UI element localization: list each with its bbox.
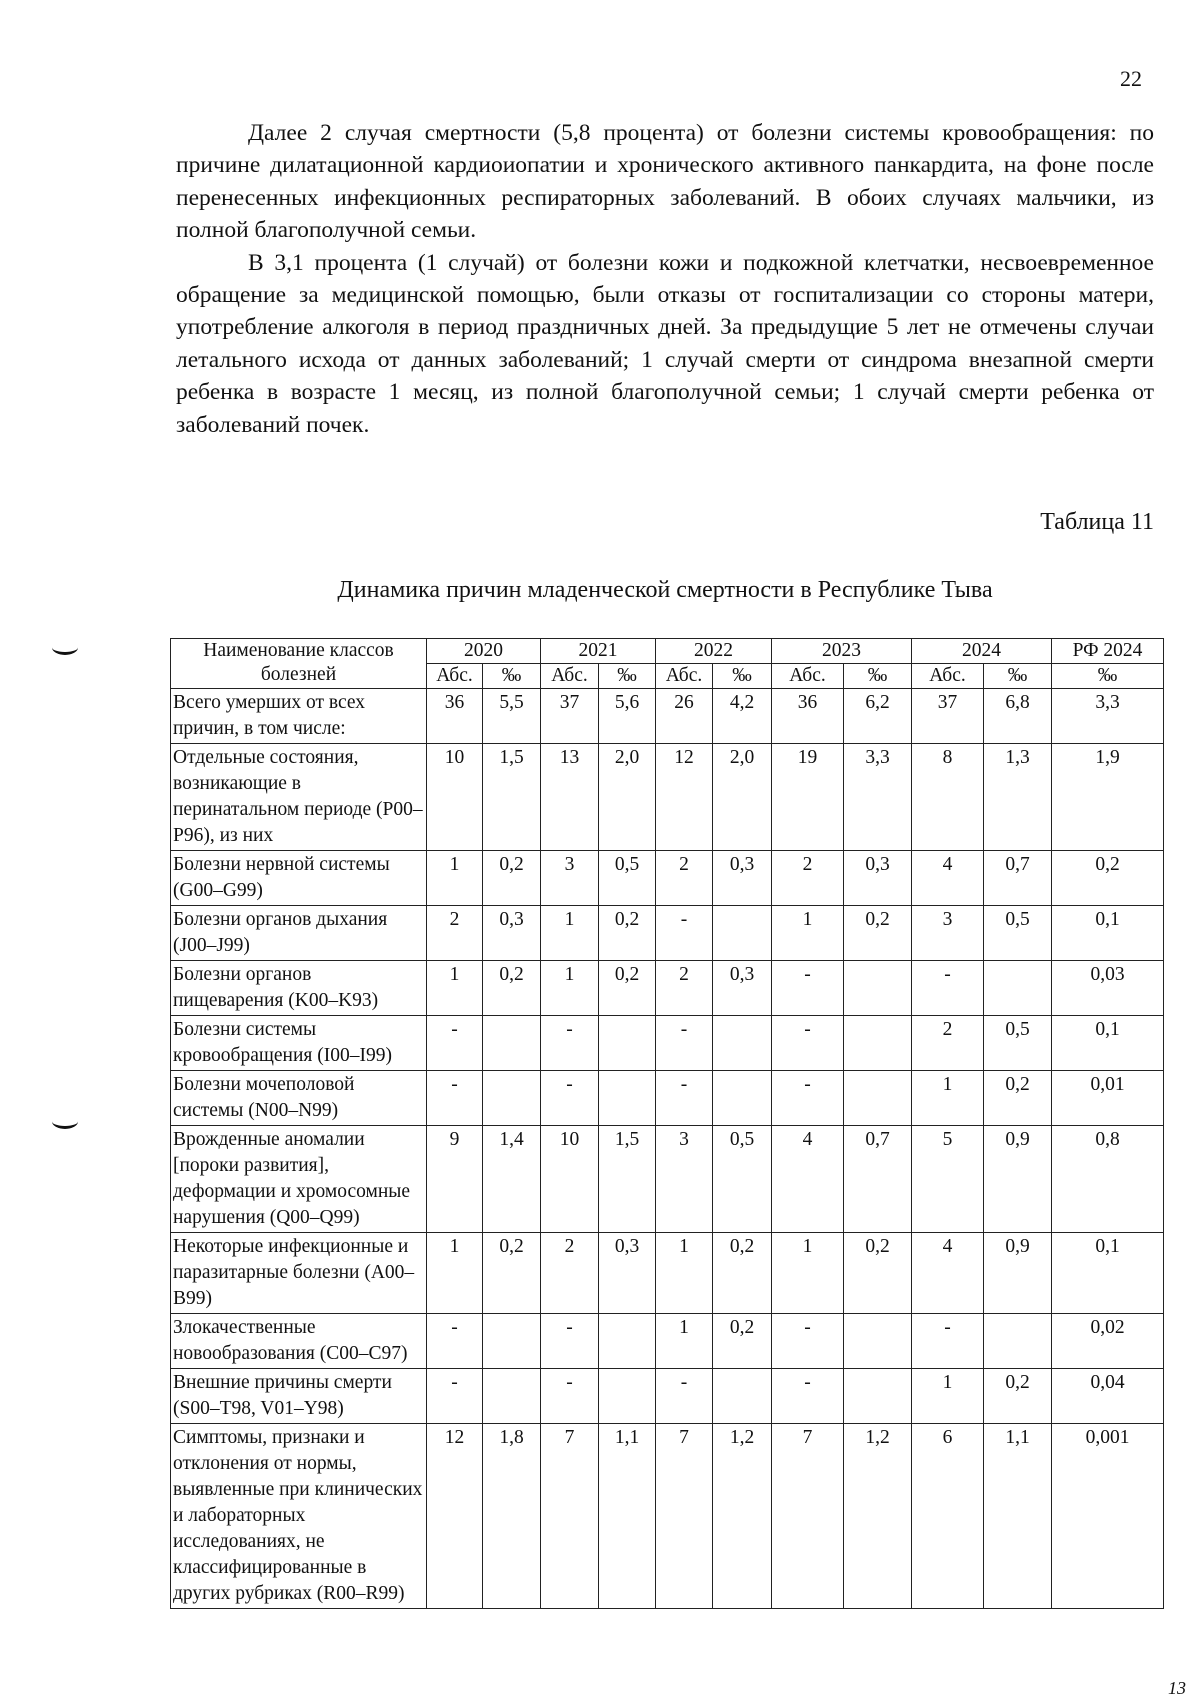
value-cell: 0,1 <box>1052 1016 1164 1071</box>
value-cell: 7 <box>772 1424 844 1609</box>
value-cell: 1 <box>427 851 483 906</box>
table-row <box>171 1071 1164 1126</box>
value-cell: - <box>772 1071 844 1126</box>
value-cell: 1,2 <box>844 1424 912 1609</box>
value-cell: - <box>912 1314 984 1369</box>
table-row <box>171 689 1164 744</box>
value-cell: 1,5 <box>599 1126 656 1233</box>
value-cell: 0,9 <box>984 1126 1052 1233</box>
value-cell <box>844 1016 912 1071</box>
disease-class-cell: Злокачественные новообразования (C00–C97) <box>171 1314 427 1369</box>
value-cell: 1,1 <box>599 1424 656 1609</box>
value-cell: 26 <box>656 689 713 744</box>
value-cell <box>483 1071 541 1126</box>
value-cell: 0,2 <box>599 906 656 961</box>
value-cell: 0,5 <box>713 1126 772 1233</box>
value-cell: - <box>656 1369 713 1424</box>
value-cell: 0,3 <box>844 851 912 906</box>
value-cell: 7 <box>656 1424 713 1609</box>
value-cell: 1,1 <box>984 1424 1052 1609</box>
value-cell: 5 <box>912 1126 984 1233</box>
value-cell: 1 <box>772 1233 844 1314</box>
value-cell: 0,2 <box>844 1233 912 1314</box>
value-cell: - <box>772 1314 844 1369</box>
value-cell <box>984 1314 1052 1369</box>
year-header: 2024 <box>912 639 1052 664</box>
disease-class-cell: Отдельные состояния, возникающие в перинатальном периоде (P00–P96), из них <box>171 744 427 851</box>
value-cell: 0,01 <box>1052 1071 1164 1126</box>
abs-header: Абс. <box>427 664 483 689</box>
permille-header: ‰ <box>599 664 656 689</box>
table-row <box>171 1424 1164 1609</box>
table-row <box>171 906 1164 961</box>
value-cell: - <box>541 1369 599 1424</box>
value-cell: 0,5 <box>984 1016 1052 1071</box>
table-label: Таблица 11 <box>1040 509 1154 535</box>
value-cell: 6,2 <box>844 689 912 744</box>
value-cell: 19 <box>772 744 844 851</box>
value-cell: 12 <box>427 1424 483 1609</box>
permille-header: ‰ <box>1052 664 1164 689</box>
corner-note: 13 <box>1168 1678 1186 1698</box>
value-cell: 3,3 <box>844 744 912 851</box>
value-cell: 2,0 <box>599 744 656 851</box>
value-cell: 37 <box>541 689 599 744</box>
value-cell: - <box>656 906 713 961</box>
value-cell: - <box>427 1369 483 1424</box>
value-cell: 1 <box>912 1369 984 1424</box>
abs-header: Абс. <box>656 664 713 689</box>
table-row <box>171 851 1164 906</box>
disease-class-cell: Болезни нервной системы (G00–G99) <box>171 851 427 906</box>
table-header-row <box>171 639 1164 664</box>
value-cell: 3 <box>656 1126 713 1233</box>
value-cell: 10 <box>427 744 483 851</box>
value-cell: 0,7 <box>844 1126 912 1233</box>
value-cell: 0,5 <box>599 851 656 906</box>
value-cell: 2 <box>772 851 844 906</box>
value-cell: 1,8 <box>483 1424 541 1609</box>
value-cell: 5,6 <box>599 689 656 744</box>
value-cell <box>599 1016 656 1071</box>
value-cell <box>483 1369 541 1424</box>
mortality-table <box>170 638 1164 1609</box>
disease-class-cell: Симптомы, признаки и отклонения от нормы, выявленные при клинических и лабораторных исследованиях, не классифицированные в других рубриках (R00–R99) <box>171 1424 427 1609</box>
value-cell: - <box>541 1071 599 1126</box>
value-cell <box>483 1314 541 1369</box>
value-cell: 0,7 <box>984 851 1052 906</box>
value-cell: 1 <box>541 961 599 1016</box>
margin-mark-icon <box>52 1114 78 1129</box>
disease-class-cell: Болезни органов пищеварения (K00–K93) <box>171 961 427 1016</box>
value-cell: 2 <box>656 961 713 1016</box>
permille-header: ‰ <box>483 664 541 689</box>
value-cell: - <box>427 1314 483 1369</box>
value-cell: 6 <box>912 1424 984 1609</box>
paragraph: В 3,1 процента (1 случай) от болезни кожи и подкожной клетчатки, несвоевременное обращение за медицинской помощью, были отказы от госпитализации со стороны матери, употребление алкоголя в период праздничных дней. За предыдущие 5 лет не отмечены случаи летального исхода от данных заболеваний; 1 случай смерти от синдрома внезапной смерти ребенка в возрасте 1 месяц, из полной благополучной семьи; 1 случай смерти ребенка от заболеваний почек. <box>176 249 1154 438</box>
value-cell: 0,02 <box>1052 1314 1164 1369</box>
value-cell: 4 <box>912 1233 984 1314</box>
value-cell: 9 <box>427 1126 483 1233</box>
value-cell: 0,2 <box>844 906 912 961</box>
value-cell <box>844 1314 912 1369</box>
disease-class-cell: Болезни системы кровообращения (I00–I99) <box>171 1016 427 1071</box>
page-number: 22 <box>1120 66 1142 91</box>
value-cell: 3 <box>912 906 984 961</box>
value-cell: 0,1 <box>1052 1233 1164 1314</box>
permille-header: ‰ <box>844 664 912 689</box>
year-header: 2020 <box>427 639 541 664</box>
value-cell <box>844 961 912 1016</box>
value-cell: - <box>541 1314 599 1369</box>
year-header: 2023 <box>772 639 912 664</box>
value-cell: 10 <box>541 1126 599 1233</box>
value-cell: 0,3 <box>713 961 772 1016</box>
value-cell: 0,2 <box>599 961 656 1016</box>
value-cell: 12 <box>656 744 713 851</box>
value-cell: 2 <box>541 1233 599 1314</box>
value-cell: 4,2 <box>713 689 772 744</box>
value-cell: 0,3 <box>713 851 772 906</box>
value-cell: 1 <box>912 1071 984 1126</box>
value-cell: - <box>656 1016 713 1071</box>
value-cell <box>599 1071 656 1126</box>
abs-header: Абс. <box>772 664 844 689</box>
table-row <box>171 1126 1164 1233</box>
value-cell: 2,0 <box>713 744 772 851</box>
value-cell: 4 <box>772 1126 844 1233</box>
value-cell: 13 <box>541 744 599 851</box>
value-cell <box>844 1369 912 1424</box>
disease-class-cell: Врожденные аномалии [пороки развития], деформации и хромосомные нарушения (Q00–Q99) <box>171 1126 427 1233</box>
value-cell <box>984 961 1052 1016</box>
value-cell <box>713 1016 772 1071</box>
value-cell: 0,03 <box>1052 961 1164 1016</box>
value-cell <box>599 1369 656 1424</box>
value-cell <box>599 1314 656 1369</box>
value-cell: 1 <box>427 961 483 1016</box>
value-cell <box>713 1071 772 1126</box>
column-header-classes: Наименование классов болезней <box>171 639 427 689</box>
value-cell: - <box>427 1071 483 1126</box>
value-cell: 1,9 <box>1052 744 1164 851</box>
value-cell: 1 <box>541 906 599 961</box>
value-cell: 1 <box>772 906 844 961</box>
value-cell: 1 <box>427 1233 483 1314</box>
value-cell: - <box>772 1369 844 1424</box>
paragraph: Далее 2 случая смертности (5,8 процента) от болезни системы кровообращения: по причине дилатационной кардиоиопатии и хронического активного панкардита, на фоне после перенесенных инфекционных респираторных заболеваний. В обоих случаях мальчики, из полной благополучной семьи. <box>176 120 1154 244</box>
disease-class-cell: Болезни мочеполовой системы (N00–N99) <box>171 1071 427 1126</box>
value-cell: 0,2 <box>483 851 541 906</box>
value-cell: 6,8 <box>984 689 1052 744</box>
value-cell: 2 <box>912 1016 984 1071</box>
value-cell: 0,2 <box>483 1233 541 1314</box>
value-cell: 7 <box>541 1424 599 1609</box>
year-header: 2021 <box>541 639 656 664</box>
value-cell: - <box>772 1016 844 1071</box>
abs-header: Абс. <box>541 664 599 689</box>
value-cell: 0,2 <box>713 1314 772 1369</box>
value-cell: 0,8 <box>1052 1126 1164 1233</box>
value-cell <box>483 1016 541 1071</box>
value-cell: 0,9 <box>984 1233 1052 1314</box>
value-cell: 3 <box>541 851 599 906</box>
value-cell: 0,2 <box>984 1369 1052 1424</box>
table-row <box>171 1369 1164 1424</box>
value-cell: - <box>427 1016 483 1071</box>
value-cell: 0,1 <box>1052 906 1164 961</box>
value-cell: 0,2 <box>984 1071 1052 1126</box>
value-cell: 0,04 <box>1052 1369 1164 1424</box>
permille-header: ‰ <box>984 664 1052 689</box>
value-cell: 5,5 <box>483 689 541 744</box>
abs-header: Абс. <box>912 664 984 689</box>
value-cell: 0,2 <box>713 1233 772 1314</box>
value-cell: 0,3 <box>599 1233 656 1314</box>
table-row <box>171 1314 1164 1369</box>
table-row <box>171 961 1164 1016</box>
disease-class-cell: Внешние причины смерти (S00–T98, V01–Y98) <box>171 1369 427 1424</box>
rf-header: РФ 2024 <box>1052 639 1164 664</box>
value-cell <box>844 1071 912 1126</box>
value-cell: 1,5 <box>483 744 541 851</box>
table-row <box>171 1016 1164 1071</box>
table-row <box>171 1233 1164 1314</box>
value-cell: 0,2 <box>483 961 541 1016</box>
year-header: 2022 <box>656 639 772 664</box>
value-cell: 37 <box>912 689 984 744</box>
value-cell: 1 <box>656 1314 713 1369</box>
value-cell: 36 <box>772 689 844 744</box>
disease-class-cell: Болезни органов дыхания (J00–J99) <box>171 906 427 961</box>
value-cell: 0,2 <box>1052 851 1164 906</box>
table-title: Динамика причин младенческой смертности в Республике Тыва <box>337 577 993 603</box>
value-cell: 3,3 <box>1052 689 1164 744</box>
value-cell: - <box>656 1071 713 1126</box>
value-cell: 1,4 <box>483 1126 541 1233</box>
value-cell: - <box>912 961 984 1016</box>
body-text <box>176 117 1154 441</box>
value-cell: 2 <box>427 906 483 961</box>
margin-mark-icon <box>52 640 78 655</box>
value-cell: 0,001 <box>1052 1424 1164 1609</box>
value-cell <box>713 1369 772 1424</box>
value-cell: 1 <box>656 1233 713 1314</box>
value-cell: - <box>541 1016 599 1071</box>
value-cell: 1,2 <box>713 1424 772 1609</box>
value-cell: 36 <box>427 689 483 744</box>
disease-class-cell: Всего умерших от всех причин, в том числе: <box>171 689 427 744</box>
permille-header: ‰ <box>713 664 772 689</box>
value-cell: 2 <box>656 851 713 906</box>
value-cell: 1,3 <box>984 744 1052 851</box>
value-cell: 8 <box>912 744 984 851</box>
value-cell <box>713 906 772 961</box>
value-cell: - <box>772 961 844 1016</box>
disease-class-cell: Некоторые инфекционные и паразитарные болезни (A00–B99) <box>171 1233 427 1314</box>
value-cell: 0,5 <box>984 906 1052 961</box>
value-cell: 0,3 <box>483 906 541 961</box>
value-cell: 4 <box>912 851 984 906</box>
table-row <box>171 744 1164 851</box>
